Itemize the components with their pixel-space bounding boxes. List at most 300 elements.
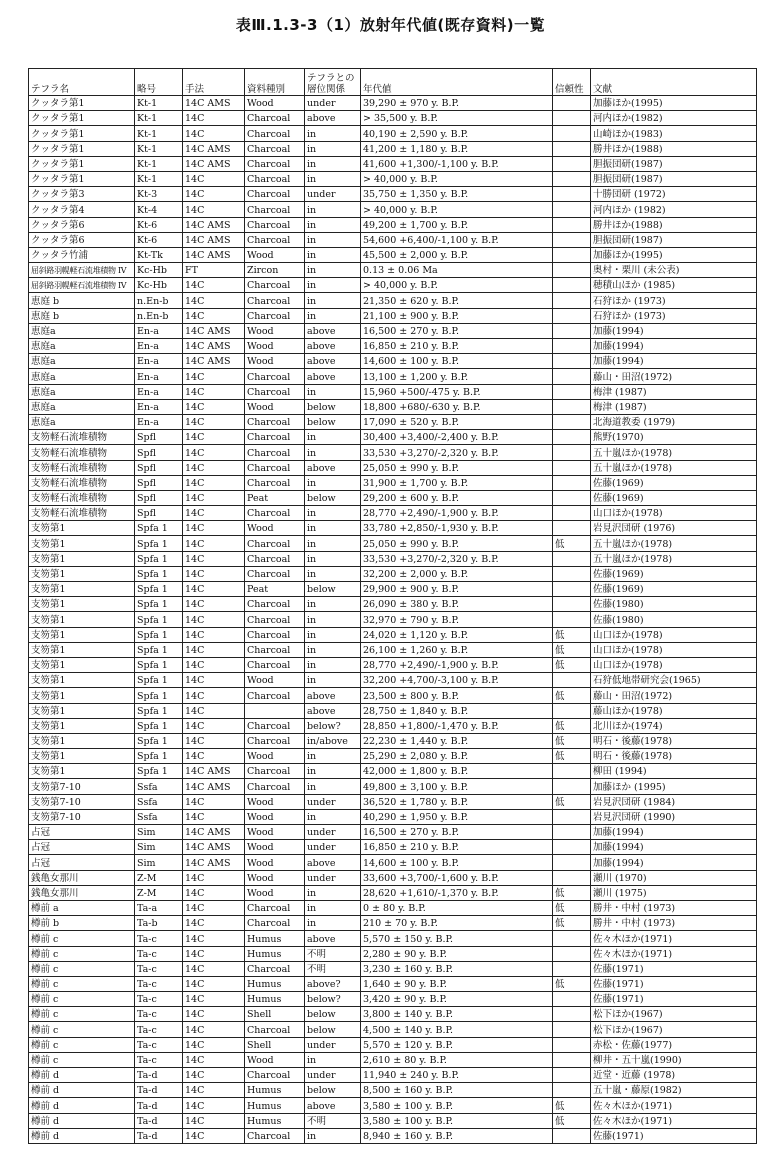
table-row bbox=[29, 642, 757, 657]
reliability-cell: 低 bbox=[553, 627, 591, 642]
method-cell: 14C bbox=[183, 657, 245, 672]
relation-cell: in bbox=[305, 749, 361, 764]
reliability-cell: 低 bbox=[553, 885, 591, 900]
reliability-cell bbox=[553, 156, 591, 171]
tephra-cell: 樽前 c bbox=[29, 1022, 135, 1037]
table-row bbox=[29, 597, 757, 612]
relation-cell: in bbox=[305, 1052, 361, 1067]
material-cell: Humus bbox=[245, 992, 305, 1007]
age-cell: 32,970 ± 790 y. B.P. bbox=[361, 612, 553, 627]
method-cell: 14C bbox=[183, 399, 245, 414]
reference-cell: 加藤(1994) bbox=[591, 354, 757, 369]
tephra-cell: 樽前 d bbox=[29, 1068, 135, 1083]
tephra-cell: 支笏第7-10 bbox=[29, 809, 135, 824]
tephra-cell: 樽前 a bbox=[29, 900, 135, 915]
abbr-cell: Spfl bbox=[135, 445, 183, 460]
table-row bbox=[29, 460, 757, 475]
table-row bbox=[29, 703, 757, 718]
reference-cell: 柳田 (1994) bbox=[591, 764, 757, 779]
age-cell: 25,290 ± 2,080 y. B.P. bbox=[361, 749, 553, 764]
abbr-cell: Kc-Hb bbox=[135, 263, 183, 278]
abbr-cell: Sim bbox=[135, 825, 183, 840]
reliability-cell bbox=[553, 855, 591, 870]
abbr-cell: Ta-c bbox=[135, 931, 183, 946]
reliability-cell bbox=[553, 1052, 591, 1067]
table-row bbox=[29, 673, 757, 688]
relation-cell: in bbox=[305, 278, 361, 293]
table-row bbox=[29, 976, 757, 991]
reference-cell: 梅津 (1987) bbox=[591, 399, 757, 414]
table-row bbox=[29, 794, 757, 809]
tephra-cell: 支笏第1 bbox=[29, 551, 135, 566]
tephra-cell: 樽前 d bbox=[29, 1083, 135, 1098]
reliability-cell bbox=[553, 1068, 591, 1083]
material-cell: Charcoal bbox=[245, 187, 305, 202]
table-row bbox=[29, 96, 757, 111]
table-row bbox=[29, 855, 757, 870]
reference-cell: 五十嵐ほか(1978) bbox=[591, 551, 757, 566]
method-cell: 14C bbox=[183, 627, 245, 642]
reliability-cell bbox=[553, 582, 591, 597]
reference-cell: 熊野(1970) bbox=[591, 430, 757, 445]
table-row bbox=[29, 551, 757, 566]
reference-cell: 柳井・五十嵐(1990) bbox=[591, 1052, 757, 1067]
tephra-cell: 屈斜路羽幌軽石流堆積物 IV bbox=[29, 263, 135, 278]
age-cell: 11,940 ± 240 y. B.P. bbox=[361, 1068, 553, 1083]
reliability-cell bbox=[553, 126, 591, 141]
reference-cell: 加藤(1994) bbox=[591, 339, 757, 354]
material-cell: Charcoal bbox=[245, 642, 305, 657]
reference-cell: 十勝団研 (1972) bbox=[591, 187, 757, 202]
method-cell: 14C bbox=[183, 369, 245, 384]
reliability-cell bbox=[553, 764, 591, 779]
material-cell: Wood bbox=[245, 521, 305, 536]
age-cell: 42,000 ± 1,800 y. B.P. bbox=[361, 764, 553, 779]
reliability-cell bbox=[553, 1037, 591, 1052]
reliability-cell: 低 bbox=[553, 642, 591, 657]
reliability-cell bbox=[553, 430, 591, 445]
abbr-cell: Ta-d bbox=[135, 1068, 183, 1083]
tephra-cell: 占冠 bbox=[29, 825, 135, 840]
material-cell: Charcoal bbox=[245, 506, 305, 521]
tephra-cell: 樽前 c bbox=[29, 931, 135, 946]
age-cell: 36,520 ± 1,780 y. B.P. bbox=[361, 794, 553, 809]
abbr-cell: En-a bbox=[135, 369, 183, 384]
age-cell: 49,200 ± 1,700 y. B.P. bbox=[361, 217, 553, 232]
tephra-cell: 支笏第1 bbox=[29, 688, 135, 703]
method-cell: 14C bbox=[183, 384, 245, 399]
tephra-cell: 支笏第1 bbox=[29, 718, 135, 733]
abbr-cell: Ta-c bbox=[135, 1007, 183, 1022]
reliability-cell bbox=[553, 323, 591, 338]
reference-cell: 河内ほか (1982) bbox=[591, 202, 757, 217]
method-cell: FT bbox=[183, 263, 245, 278]
abbr-cell: Spfl bbox=[135, 475, 183, 490]
material-cell: Wood bbox=[245, 885, 305, 900]
method-cell: 14C AMS bbox=[183, 354, 245, 369]
material-cell: Wood bbox=[245, 96, 305, 111]
relation-cell: in bbox=[305, 156, 361, 171]
reference-cell: 石狩ほか (1973) bbox=[591, 293, 757, 308]
method-cell: 14C bbox=[183, 551, 245, 566]
tephra-cell: 支笏軽石流堆積物 bbox=[29, 490, 135, 505]
reference-cell: 佐藤(1969) bbox=[591, 582, 757, 597]
age-cell: 2,280 ± 90 y. B.P. bbox=[361, 946, 553, 961]
material-cell: Charcoal bbox=[245, 536, 305, 551]
reliability-cell bbox=[553, 992, 591, 1007]
material-cell: Charcoal bbox=[245, 551, 305, 566]
abbr-cell: Spfl bbox=[135, 506, 183, 521]
abbr-cell: Ssfa bbox=[135, 809, 183, 824]
tephra-cell: 占冠 bbox=[29, 840, 135, 855]
reference-cell: 松下ほか(1967) bbox=[591, 1022, 757, 1037]
table-row bbox=[29, 430, 757, 445]
material-cell: Wood bbox=[245, 673, 305, 688]
table-row bbox=[29, 1007, 757, 1022]
material-cell: Wood bbox=[245, 1052, 305, 1067]
reference-cell: 佐藤(1971) bbox=[591, 976, 757, 991]
material-cell: Charcoal bbox=[245, 369, 305, 384]
age-cell: 5,570 ± 120 y. B.P. bbox=[361, 1037, 553, 1052]
age-cell: 29,900 ± 900 y. B.P. bbox=[361, 582, 553, 597]
abbr-cell: Spfl bbox=[135, 430, 183, 445]
reliability-cell bbox=[553, 825, 591, 840]
material-cell: Charcoal bbox=[245, 445, 305, 460]
relation-cell: below bbox=[305, 582, 361, 597]
table-row bbox=[29, 840, 757, 855]
relation-cell: in bbox=[305, 384, 361, 399]
material-cell: Humus bbox=[245, 1113, 305, 1128]
age-cell: 16,500 ± 270 y. B.P. bbox=[361, 323, 553, 338]
age-cell: 210 ± 70 y. B.P. bbox=[361, 916, 553, 931]
abbr-cell: Kt-1 bbox=[135, 96, 183, 111]
relation-cell: 不明 bbox=[305, 961, 361, 976]
age-cell: 33,530 +3,270/-2,320 y. B.P. bbox=[361, 551, 553, 566]
tephra-cell: 樽前 c bbox=[29, 976, 135, 991]
table-row bbox=[29, 536, 757, 551]
abbr-cell: Spfa 1 bbox=[135, 566, 183, 581]
reliability-cell bbox=[553, 187, 591, 202]
relation-cell: above bbox=[305, 688, 361, 703]
table-row bbox=[29, 126, 757, 141]
table-row bbox=[29, 521, 757, 536]
age-cell: 49,800 ± 3,100 y. B.P. bbox=[361, 779, 553, 794]
age-cell: 25,050 ± 990 y. B.P. bbox=[361, 460, 553, 475]
reliability-cell bbox=[553, 171, 591, 186]
method-cell: 14C bbox=[183, 1052, 245, 1067]
abbr-cell: Ta-c bbox=[135, 1022, 183, 1037]
table-row bbox=[29, 263, 757, 278]
table-row bbox=[29, 1083, 757, 1098]
age-cell: 14,600 ± 100 y. B.P. bbox=[361, 855, 553, 870]
reference-cell: 佐々木ほか(1971) bbox=[591, 946, 757, 961]
reliability-cell bbox=[553, 551, 591, 566]
material-cell: Wood bbox=[245, 870, 305, 885]
age-cell: 33,600 +3,700/-1,600 y. B.P. bbox=[361, 870, 553, 885]
reference-cell: 北海道教委 (1979) bbox=[591, 414, 757, 429]
material-cell: Zircon bbox=[245, 263, 305, 278]
abbr-cell: Spfa 1 bbox=[135, 749, 183, 764]
tephra-cell: クッタラ第1 bbox=[29, 126, 135, 141]
table-row bbox=[29, 612, 757, 627]
tephra-cell: 恵庭 b bbox=[29, 293, 135, 308]
relation-cell: in bbox=[305, 141, 361, 156]
age-cell: 28,770 +2,490/-1,900 y. B.P. bbox=[361, 657, 553, 672]
method-cell: 14C bbox=[183, 1068, 245, 1083]
relation-cell: above bbox=[305, 323, 361, 338]
age-cell: 32,200 ± 2,000 y. B.P. bbox=[361, 566, 553, 581]
reliability-cell: 低 bbox=[553, 900, 591, 915]
reference-cell: 加藤(1994) bbox=[591, 825, 757, 840]
relation-cell: above bbox=[305, 855, 361, 870]
table-row bbox=[29, 202, 757, 217]
col-header-age: 年代値 bbox=[361, 69, 553, 96]
reference-cell: 山口ほか(1978) bbox=[591, 506, 757, 521]
reference-cell: 松下ほか(1967) bbox=[591, 1007, 757, 1022]
method-cell: 14C bbox=[183, 992, 245, 1007]
reference-cell: 岩見沢団研 (1990) bbox=[591, 809, 757, 824]
relation-cell: in bbox=[305, 521, 361, 536]
col-header-method: 手法 bbox=[183, 69, 245, 96]
abbr-cell: Ta-b bbox=[135, 916, 183, 931]
method-cell: 14C AMS bbox=[183, 825, 245, 840]
reliability-cell: 低 bbox=[553, 1098, 591, 1113]
reference-cell: 明石・後藤(1978) bbox=[591, 733, 757, 748]
material-cell: Charcoal bbox=[245, 1022, 305, 1037]
reliability-cell: 低 bbox=[553, 976, 591, 991]
relation-cell: in bbox=[305, 764, 361, 779]
reference-cell: 勝井ほか(1988) bbox=[591, 141, 757, 156]
relation-cell: under bbox=[305, 187, 361, 202]
reliability-cell: 低 bbox=[553, 794, 591, 809]
method-cell: 14C bbox=[183, 126, 245, 141]
abbr-cell: Kc-Hb bbox=[135, 278, 183, 293]
relation-cell: 不明 bbox=[305, 1113, 361, 1128]
tephra-cell: 樽前 c bbox=[29, 992, 135, 1007]
tephra-cell: 支笏第1 bbox=[29, 582, 135, 597]
table-row bbox=[29, 323, 757, 338]
relation-cell: in bbox=[305, 885, 361, 900]
relation-cell: under bbox=[305, 825, 361, 840]
age-cell: 32,200 +4,700/-3,100 y. B.P. bbox=[361, 673, 553, 688]
method-cell: 14C bbox=[183, 187, 245, 202]
abbr-cell: Spfa 1 bbox=[135, 733, 183, 748]
method-cell: 14C AMS bbox=[183, 323, 245, 338]
method-cell: 14C bbox=[183, 506, 245, 521]
table-row bbox=[29, 718, 757, 733]
tephra-cell: 支笏第1 bbox=[29, 566, 135, 581]
table-row bbox=[29, 779, 757, 794]
relation-cell: in bbox=[305, 430, 361, 445]
relation-cell: in bbox=[305, 809, 361, 824]
relation-cell: under bbox=[305, 840, 361, 855]
tephra-cell: 支笏第1 bbox=[29, 764, 135, 779]
age-cell: 3,420 ± 90 y. B.P. bbox=[361, 992, 553, 1007]
reliability-cell bbox=[553, 247, 591, 262]
material-cell: Charcoal bbox=[245, 688, 305, 703]
age-cell: 0 ± 80 y. B.P. bbox=[361, 900, 553, 915]
reliability-cell bbox=[553, 870, 591, 885]
age-cell: 31,900 ± 1,700 y. B.P. bbox=[361, 475, 553, 490]
age-cell: 28,850 +1,800/-1,470 y. B.P. bbox=[361, 718, 553, 733]
relation-cell: below bbox=[305, 399, 361, 414]
relation-cell: in bbox=[305, 551, 361, 566]
table-row bbox=[29, 232, 757, 247]
tephra-cell: 樽前 b bbox=[29, 916, 135, 931]
method-cell: 14C bbox=[183, 1098, 245, 1113]
reference-cell: 胆振団研(1987) bbox=[591, 232, 757, 247]
tephra-cell: 支笏第1 bbox=[29, 597, 135, 612]
method-cell: 14C bbox=[183, 278, 245, 293]
tephra-cell: 樽前 d bbox=[29, 1113, 135, 1128]
method-cell: 14C bbox=[183, 460, 245, 475]
reference-cell: 加藤(1994) bbox=[591, 855, 757, 870]
abbr-cell: Ta-d bbox=[135, 1113, 183, 1128]
age-cell: 8,940 ± 160 y. B.P. bbox=[361, 1128, 553, 1143]
abbr-cell: Spfa 1 bbox=[135, 764, 183, 779]
relation-cell: below bbox=[305, 414, 361, 429]
table-row bbox=[29, 764, 757, 779]
tephra-cell: 樽前 c bbox=[29, 946, 135, 961]
material-cell: Charcoal bbox=[245, 171, 305, 186]
reference-cell: 瀬川 (1970) bbox=[591, 870, 757, 885]
tephra-cell: 支笏第1 bbox=[29, 673, 135, 688]
table-row bbox=[29, 247, 757, 262]
abbr-cell: En-a bbox=[135, 399, 183, 414]
method-cell: 14C bbox=[183, 490, 245, 505]
abbr-cell: Kt-6 bbox=[135, 232, 183, 247]
age-cell: 2,610 ± 80 y. B.P. bbox=[361, 1052, 553, 1067]
table-row bbox=[29, 506, 757, 521]
reference-cell: 五十嵐ほか(1978) bbox=[591, 460, 757, 475]
reliability-cell bbox=[553, 399, 591, 414]
relation-cell: above bbox=[305, 339, 361, 354]
abbr-cell: Spfa 1 bbox=[135, 582, 183, 597]
tephra-cell: 支笏第1 bbox=[29, 612, 135, 627]
relation-cell: under bbox=[305, 96, 361, 111]
age-cell: 25,050 ± 990 y. B.P. bbox=[361, 536, 553, 551]
material-cell: Charcoal bbox=[245, 414, 305, 429]
table-row bbox=[29, 733, 757, 748]
reference-cell: 勝井・中村 (1973) bbox=[591, 916, 757, 931]
reliability-cell: 低 bbox=[553, 688, 591, 703]
table-row bbox=[29, 293, 757, 308]
material-cell: Charcoal bbox=[245, 733, 305, 748]
col-header-abbr: 略号 bbox=[135, 69, 183, 96]
material-cell: Wood bbox=[245, 855, 305, 870]
reliability-cell: 低 bbox=[553, 916, 591, 931]
table-row bbox=[29, 111, 757, 126]
abbr-cell: Spfa 1 bbox=[135, 688, 183, 703]
reliability-cell bbox=[553, 840, 591, 855]
relation-cell: in bbox=[305, 171, 361, 186]
abbr-cell: Spfa 1 bbox=[135, 642, 183, 657]
method-cell: 14C bbox=[183, 1128, 245, 1143]
relation-cell: in bbox=[305, 536, 361, 551]
reliability-cell: 低 bbox=[553, 749, 591, 764]
material-cell: Charcoal bbox=[245, 141, 305, 156]
reference-cell: 佐藤(1980) bbox=[591, 597, 757, 612]
reliability-cell bbox=[553, 506, 591, 521]
method-cell: 14C AMS bbox=[183, 156, 245, 171]
tephra-cell: 恵庭a bbox=[29, 384, 135, 399]
age-cell: 40,190 ± 2,590 y. B.P. bbox=[361, 126, 553, 141]
tephra-cell: 樽前 c bbox=[29, 1037, 135, 1052]
method-cell: 14C AMS bbox=[183, 764, 245, 779]
table-row bbox=[29, 384, 757, 399]
method-cell: 14C bbox=[183, 202, 245, 217]
abbr-cell: Kt-1 bbox=[135, 156, 183, 171]
reliability-cell bbox=[553, 597, 591, 612]
age-cell: 3,800 ± 140 y. B.P. bbox=[361, 1007, 553, 1022]
reference-cell: 穂積山ほか (1985) bbox=[591, 278, 757, 293]
age-cell: 3,580 ± 100 y. B.P. bbox=[361, 1098, 553, 1113]
tephra-cell: クッタラ第4 bbox=[29, 202, 135, 217]
table-row bbox=[29, 961, 757, 976]
material-cell: Peat bbox=[245, 582, 305, 597]
relation-cell: in bbox=[305, 217, 361, 232]
material-cell: Wood bbox=[245, 247, 305, 262]
abbr-cell: Spfa 1 bbox=[135, 703, 183, 718]
material-cell: Wood bbox=[245, 825, 305, 840]
abbr-cell: Z-M bbox=[135, 870, 183, 885]
method-cell: 14C bbox=[183, 171, 245, 186]
tephra-cell: 占冠 bbox=[29, 855, 135, 870]
material-cell: Charcoal bbox=[245, 156, 305, 171]
col-header-reference: 文献 bbox=[591, 69, 757, 96]
abbr-cell: Kt-4 bbox=[135, 202, 183, 217]
relation-cell: below? bbox=[305, 992, 361, 1007]
relation-cell: under bbox=[305, 794, 361, 809]
reliability-cell: 低 bbox=[553, 536, 591, 551]
material-cell: Charcoal bbox=[245, 718, 305, 733]
relation-cell: in bbox=[305, 232, 361, 247]
age-cell: > 40,000 y. B.P. bbox=[361, 278, 553, 293]
material-cell: Charcoal bbox=[245, 1128, 305, 1143]
reliability-cell bbox=[553, 931, 591, 946]
relation-cell: above bbox=[305, 1098, 361, 1113]
age-cell: 28,620 +1,610/-1,370 y. B.P. bbox=[361, 885, 553, 900]
tephra-cell: 支笏第1 bbox=[29, 536, 135, 551]
abbr-cell: n.En-b bbox=[135, 293, 183, 308]
abbr-cell: En-a bbox=[135, 384, 183, 399]
method-cell: 14C AMS bbox=[183, 779, 245, 794]
table-header-row bbox=[29, 69, 757, 96]
reference-cell: 山口ほか(1978) bbox=[591, 642, 757, 657]
abbr-cell: Spfl bbox=[135, 460, 183, 475]
age-cell: 41,600 +1,300/-1,100 y. B.P. bbox=[361, 156, 553, 171]
age-cell: > 40,000 y. B.P. bbox=[361, 202, 553, 217]
tephra-cell: クッタラ第1 bbox=[29, 111, 135, 126]
table-row bbox=[29, 369, 757, 384]
material-cell: Humus bbox=[245, 1098, 305, 1113]
reference-cell: 佐藤(1969) bbox=[591, 475, 757, 490]
method-cell: 14C AMS bbox=[183, 141, 245, 156]
material-cell: Humus bbox=[245, 946, 305, 961]
age-cell: 29,200 ± 600 y. B.P. bbox=[361, 490, 553, 505]
age-cell: 35,750 ± 1,350 y. B.P. bbox=[361, 187, 553, 202]
method-cell: 14C AMS bbox=[183, 247, 245, 262]
material-cell: Charcoal bbox=[245, 217, 305, 232]
abbr-cell: Ssfa bbox=[135, 779, 183, 794]
reliability-cell bbox=[553, 308, 591, 323]
relation-cell: above? bbox=[305, 976, 361, 991]
method-cell: 14C bbox=[183, 733, 245, 748]
method-cell: 14C bbox=[183, 612, 245, 627]
tephra-cell: 恵庭a bbox=[29, 354, 135, 369]
method-cell: 14C bbox=[183, 308, 245, 323]
reliability-cell bbox=[553, 111, 591, 126]
